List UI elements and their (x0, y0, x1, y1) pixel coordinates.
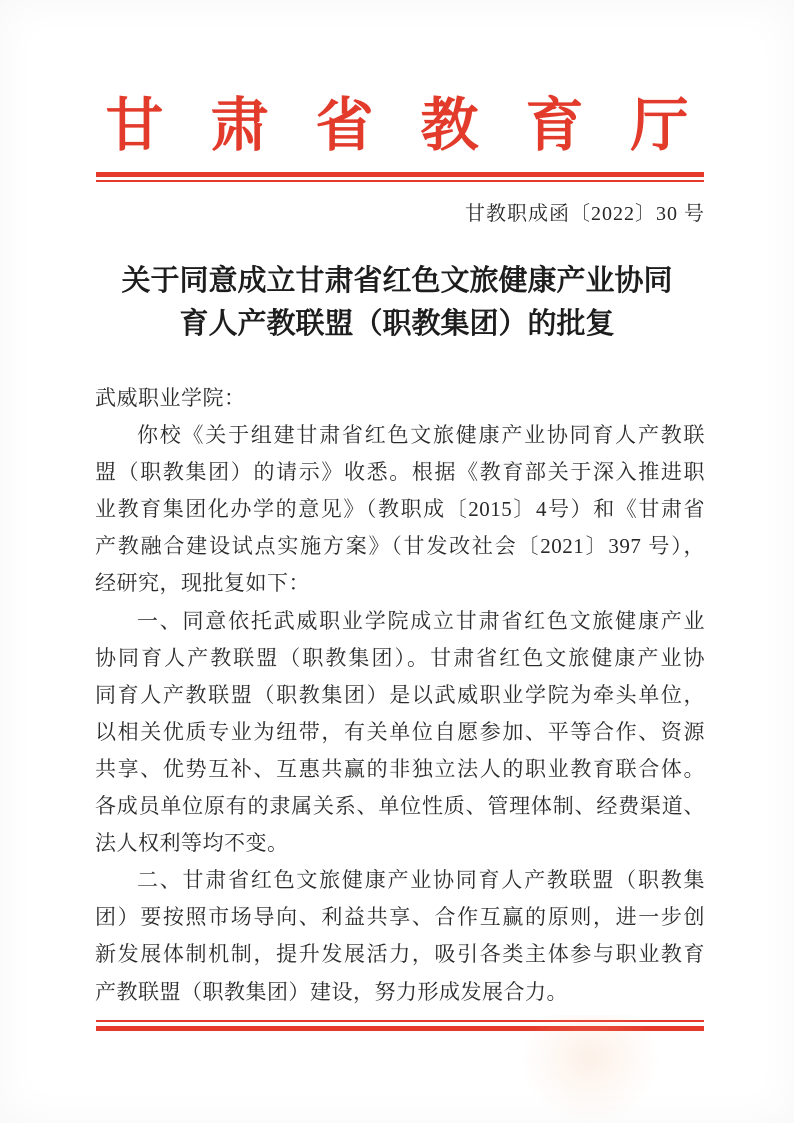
paragraph-line: 协同育人产教联盟（职教集团）。甘肃省红色文旅健康产业协 (95, 645, 705, 670)
document-number: 甘教职成函〔2022〕30 号 (465, 203, 705, 225)
paragraph-line: 经研究，现批复如下： (95, 571, 310, 596)
agency-name: 甘肃省教育厅 (105, 93, 736, 158)
document-title (0, 260, 794, 346)
document-title-line2: 育人产教联盟（职教集团）的批复 (179, 308, 615, 340)
paragraph-line: 盟（职教集团）的请示》收悉。根据《教育部关于深入推进职 (95, 460, 705, 485)
paragraph-line: 产教联盟（职教集团）建设，努力形成发展合力。 (95, 979, 568, 1004)
document-title-line1: 关于同意成立甘肃省红色文旅健康产业协同 (121, 265, 673, 297)
footer-separator-thin (96, 1020, 704, 1022)
paragraph-line: 共享、优势互补、互惠共赢的非独立法人的职业教育联合体。 (95, 756, 705, 781)
paragraph-line: 你校《关于组建甘肃省红色文旅健康产业协同育人产教联 (137, 423, 705, 448)
letterhead-separator-thin (96, 180, 704, 182)
letterhead-separator-thick (96, 172, 704, 177)
document-body (95, 380, 705, 1011)
paragraph-line: 同育人产教联盟（职教集团）是以武威职业学院为牵头单位， (95, 682, 705, 707)
paragraph-line: 业教育集团化办学的意见》（教职成〔2015〕4号）和《甘肃省 (95, 497, 705, 522)
paragraph-line: 以相关优质专业为纽带，有关单位自愿参加、平等合作、资源 (95, 719, 705, 744)
paragraph-line: 法人权利等均不变。 (95, 831, 289, 856)
scan-smudge (520, 1015, 660, 1123)
footer-separator-thick (96, 1026, 704, 1031)
paragraph-line: 新发展体制机制，提升发展活力，吸引各类主体参与职业教育 (95, 942, 705, 967)
paragraph-line: 团）要按照市场导向、利益共享、合作互赢的原则，进一步创 (95, 905, 705, 930)
paragraph-line: 一、同意依托武威职业学院成立甘肃省红色文旅健康产业 (137, 608, 705, 633)
paragraph-line: 产教融合建设试点实施方案》（甘发改社会〔2021〕397 号）， (95, 534, 705, 559)
paragraph-line: 各成员单位原有的隶属关系、单位性质、管理体制、经费渠道、 (95, 794, 705, 819)
paragraph-line: 二、甘肃省红色文旅健康产业协同育人产教联盟（职教集 (137, 868, 705, 893)
salutation: 武威职业学院： (95, 386, 246, 410)
